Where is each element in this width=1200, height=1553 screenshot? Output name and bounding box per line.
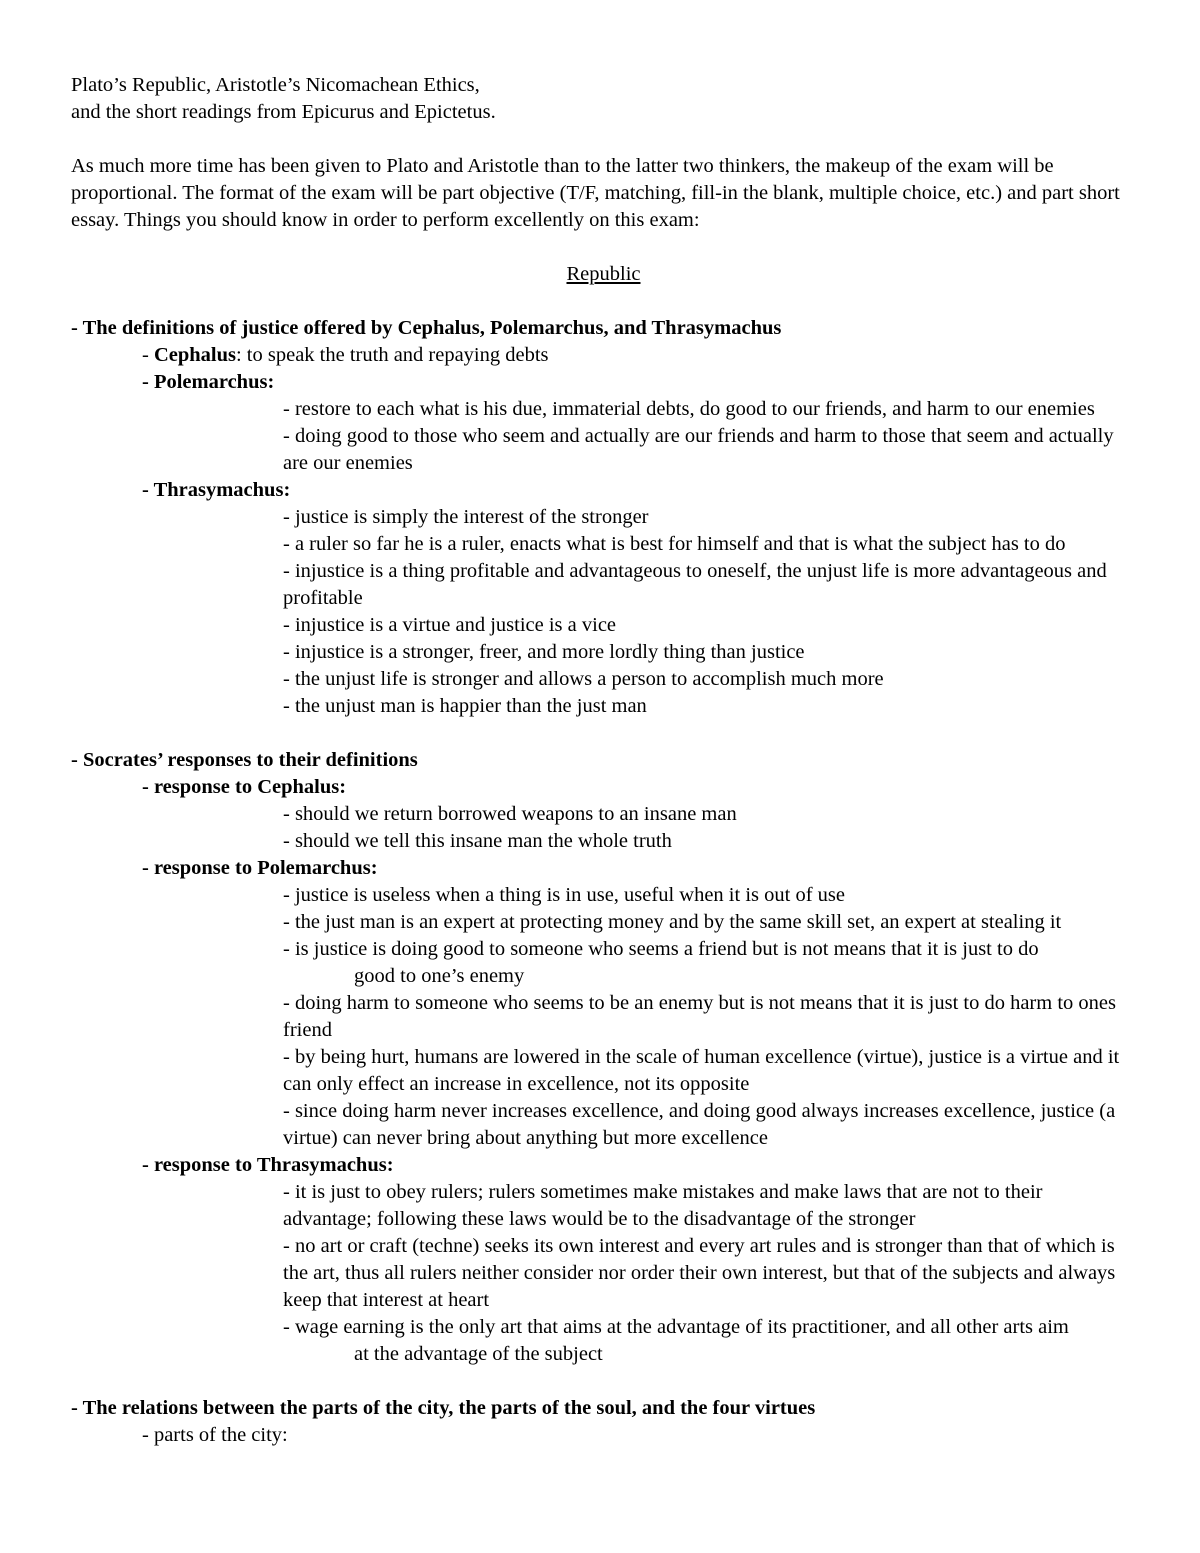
response-cephalus-label: - response to Cephalus: — [142, 776, 347, 798]
cephalus-definition — [71, 342, 1136, 369]
list-item: - doing harm to someone who seems to be an enemy but is not means that it is just to do harm to ones friend — [283, 992, 1116, 1041]
list-item-continuation: at the advantage of the subject — [354, 1343, 603, 1365]
thrasymachus-points — [71, 504, 1136, 720]
cephalus-prefix: - — [142, 344, 154, 366]
list-item: - since doing harm never increases excellence, and doing good always increases excellence, justice (a virtue) can never bring about anything but more excellence — [283, 1100, 1116, 1149]
list-item: - should we return borrowed weapons to an insane man — [283, 803, 737, 825]
topic3-heading: - The relations between the parts of the city, the parts of the soul, and the four virtues — [71, 1397, 816, 1419]
spacer — [71, 234, 1136, 261]
list-item: - a ruler so far he is a ruler, enacts what is best for himself and that is what the subject has to do — [283, 533, 1066, 555]
list-item: - restore to each what is his due, immaterial debts, do good to our friends, and harm to our enemies — [283, 398, 1095, 420]
list-item: - the unjust man is happier than the just man — [283, 695, 647, 717]
list-item: - is justice is doing good to someone who seems a friend but is not means that it is just to do — [283, 938, 1039, 960]
list-item: - injustice is a stronger, freer, and more lordly thing than justice — [283, 641, 805, 663]
list-item: - injustice is a virtue and justice is a vice — [283, 614, 617, 636]
list-item: - injustice is a thing profitable and advantageous to oneself, the unjust life is more advantageous and profitable — [283, 560, 1107, 609]
list-item-continuation: good to one’s enemy — [354, 965, 525, 987]
intro-line-1: Plato’s Republic, Aristotle’s Nicomachean Ethics, — [71, 74, 480, 96]
thrasymachus-label: - Thrasymachus: — [142, 479, 291, 501]
list-item: - it is just to obey rulers; rulers sometimes make mistakes and make laws that are not to their advantage; following these laws would be to the disadvantage of the stronger — [283, 1181, 1043, 1230]
spacer — [71, 1368, 1136, 1395]
topic2-heading: - Socrates’ responses to their definitions — [71, 749, 418, 771]
list-item: - justice is useless when a thing is in use, useful when it is out of use — [283, 884, 845, 906]
response-thrasymachus-points — [71, 1179, 1136, 1341]
response-thrasymachus-label: - response to Thrasymachus: — [142, 1154, 394, 1176]
spacer — [71, 288, 1136, 315]
cephalus-text: : to speak the truth and repaying debts — [235, 344, 549, 366]
spacer — [71, 720, 1136, 747]
topic1-heading: - The definitions of justice offered by Cephalus, Polemarchus, and Thrasymachus — [71, 317, 782, 339]
list-item: - doing good to those who seem and actually are our friends and harm to those that seem and actually are our enemies — [283, 425, 1114, 474]
section-title: Republic — [566, 263, 641, 285]
list-item: - wage earning is the only art that aims at the advantage of its practitioner, and all other arts aim — [283, 1316, 1069, 1338]
list-item: - the just man is an expert at protecting money and by the same skill set, an expert at stealing it — [283, 911, 1062, 933]
spacer — [71, 126, 1136, 153]
list-item: - by being hurt, humans are lowered in the scale of human excellence (virtue), justice is a virtue and it can only effect an increase in excellence, not its opposite — [283, 1046, 1120, 1095]
response-polemarchus-points-more — [71, 990, 1136, 1152]
intro-paragraph: As much more time has been given to Plato and Aristotle than to the latter two thinkers, the makeup of the exam will be proportional. The format of the exam will be part objective (T/F, matching, fill-in the blank, multiple choice, etc.) and part short essay. Things you should know in order to perform excellently on this exam: — [71, 155, 1120, 231]
response-cephalus-points — [71, 801, 1136, 855]
document-page — [71, 72, 1136, 1449]
list-item: - should we tell this insane man the whole truth — [283, 830, 672, 852]
list-item: - no art or craft (techne) seeks its own interest and every art rules and is stronger than that of which is the art, thus all rulers neither consider nor order their own interest, but that of the subjects and always keep that interest at heart — [283, 1235, 1116, 1311]
response-polemarchus-points — [71, 882, 1136, 963]
polemarchus-label: - Polemarchus: — [142, 371, 275, 393]
polemarchus-points — [71, 396, 1136, 477]
response-polemarchus-label: - response to Polemarchus: — [142, 857, 378, 879]
intro-line-2: and the short readings from Epicurus and Epictetus. — [71, 101, 496, 123]
list-item: - the unjust life is stronger and allows a person to accomplish much more — [283, 668, 884, 690]
parts-of-city-label: - parts of the city: — [142, 1424, 288, 1446]
cephalus-name: Cephalus — [153, 344, 236, 366]
list-item: - justice is simply the interest of the stronger — [283, 506, 649, 528]
